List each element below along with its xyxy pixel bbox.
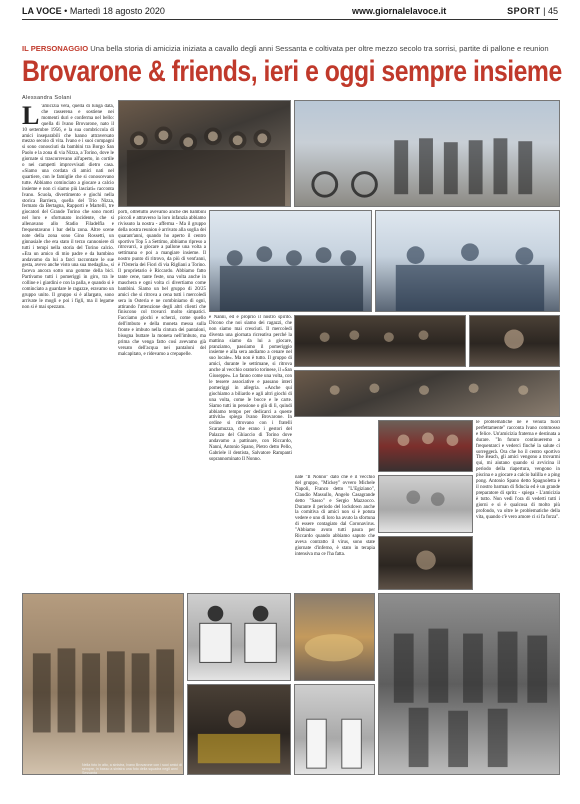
photo-snow-group	[209, 210, 372, 312]
photo-motorbikes	[294, 100, 560, 207]
author-byline: Alessandra Solani	[22, 95, 72, 101]
article-column-1	[22, 104, 114, 589]
publication-name: LA VOCE	[22, 6, 62, 16]
section-page: SPORT | 45	[507, 6, 558, 16]
photo-caption: Nella foto in alto, a sinistra, Ivano Brovarone con i suoi amici di sempre, in basso a sinistra una foto della squadra negli anni Sessanta	[82, 763, 182, 776]
photo-friend-portrait	[469, 315, 560, 367]
page-header	[22, 6, 558, 20]
photo-evening-portrait	[378, 536, 473, 590]
photo-celebration	[294, 370, 560, 417]
article-text-1: 'amicizia vera, quella di lunga data, che rasserena e sostiene nei momenti duri e conferma nel bello: quella di Ivano Brovarone, nato il 10 settembre 1956, e la sua combriccola di amici inseparabili che hanno attraversato mezzo secolo di vita. Ivano e i suoi compagni si sono conosciuti da bambini tra Borgo San Paolo e la zona di via Nizza, a Torino, dove le giornate si trascorrevano all'aperto, in cortile o nei campetti improvvisati dietro casa. «Siamo una cordata di amici nati nel quartiere, con le famiglie che si conoscevano tutte. Abbiamo cominciato a giocare a calcio insieme e non ci siamo più lasciati» racconta Ivano. Scuola, divertimento e giochi nella storica Barriera, quella del Trio Nizza, fermato da Bertagna, Rapporti e Martelli, tre giocatori del Grande Torino che sono morti nel loro e sfortunato incidente, che si allenavano allo Stadio Filadelfia e frequentavano i bar della zona. Altre scene note della zona sono Gino Rossetti, un ginnasiale che era stato il terzo cannoniere di tutti i tempi nella storia del Torino calcio. «Era un amico di mio padre e da bambino andavamo da lui a farci raccontare le sue gesta, avevo anche visto una sua medaglia», si faceva ancora sotto una gomme della bici. Partivamo tutti i pomeriggi in giro, tra le colline e i giardini e con la palla, e quando si è cominciato a guardare le ragazze, eravamo un gruppo unito. Il gruppo si è allargato, sono arrivate le mogli e poi i figli, ma il legame non si è mai spezzato.	[22, 104, 114, 310]
page-number: 45	[547, 6, 558, 16]
photo-vintage-couple	[378, 475, 473, 533]
photo-red-shirts	[378, 420, 473, 472]
photo-beach-kids	[378, 593, 560, 775]
article-text-5: le problematiche ne è venuta fuori perfettamente" racconta Ivano commosso e felice. Un'amicizia fraterna e destinata a durare. "In futuro continueremo a frequentarci e vederci finché la salute ci sorreggerà. Ora che ho il centro sportivo The Beach, gli amici vengono a trovarmi qui, mi aiutano quando si avvicina il periodo della riapertura, vengono in piscina e a giocare a calcio balilla e a ping pong. Antonio Spano detto Spagnoletta è il nostro barman di fiducia ed è un grande preparatore di spritz - spiega - L'amicizia è tutto. Non vedi l'ora di vederti tutti i giorni e si è qualcosa di molto più profondo, va oltre le problematiche della vita, quando c'è vero amore ci si fa forza".	[476, 420, 560, 520]
section-name: SPORT	[507, 6, 541, 16]
issue-date: Martedì 18 agosto 2020	[69, 6, 165, 16]
publication-date: LA VOCE • Martedì 18 agosto 2020	[22, 6, 165, 16]
website-link[interactable]: www.giornalelavoce.it	[352, 6, 447, 16]
article-column-4	[295, 475, 375, 590]
headline: Brovarone & friends, ieri e oggi sempre insieme	[22, 55, 562, 88]
article-column-5	[476, 420, 560, 590]
photo-table-food	[294, 593, 375, 681]
photo-mountain-friends	[375, 210, 560, 312]
photo-vintage-shirts	[187, 593, 291, 681]
article-text-3: e Nanni, ed è proprio il nostro spirito. Dicono che noi siamo dei ragazzi, che non siamo mai cresciuti. Il mercoledì diventa una giornata ricreativa perché la mattina siamo da lui a giocare, pranziamo, passiamo il pomeriggio insieme e alla sera andiamo a cenare nel suo locale». Ma non è tutto. Il gruppo di amici, durante le settimane, si ritrova anche al vecchio oratorio torinese, il «San Giuseppe». Lo fanno come una volta, con le tessere associative e passano interi pomeriggi in allegria. «Anche qui giochiamo a biliardo e agli altri giochi di una volta, come le bocce e le carte. Siamo tutti in pensione o giù di lì, quindi abbiamo tempo per dedicarci a queste attività» spiega Ivano Brovarone. In ordine si ritrovano con i fratelli Scaramuzza, che erano i gestori del Palazzo del Ghiaccio di Torino dove andavamo a pattinare, con Riccardo, Nanni, Antonio Spano, Pietro detto Pello, Gabriele il dentista, Salvatore Rampanti soprannominato Il Nonno.	[209, 315, 292, 462]
photo-car-ride	[187, 684, 291, 775]
photo-group-dinner	[118, 100, 291, 207]
article-text-4: nate "Il Nonno" dato che è il vecchio del gruppo, "Mickey" ovvero Michele Napoli, Franco detto "L'Egiziano", Claudio Massullo, Angelo Casagrande detto "Sasso" e Sergio Mazzocco. Durante il periodo del lockdown anche la comitiva di amici non si è potuta vedere e uno di loro ha avuto la sfortuna di essere contagiato dal Coronavirus. "Abbiamo avuto tutti paura per Riccardo quando abbiamo saputo che aveva contratto il virus, sono state giornate d'inferno, è stato in terapia intensiva ma ce l'ha fatta.	[295, 475, 375, 557]
photo-restaurant-table	[294, 315, 466, 367]
article-text-2: porti, oltretutto avevamo anche dei bambini piccoli e attraverso la loro infanzia abbiamo rivissuto la nostra - afferma - Ma il gruppo della nostra reunion è arrivato alla soglia dei quarant'anni, quando ho aperto il centro sportivo Top 5 a Settimo, abbiamo ripreso a ritrovarci, a giocare a pallone una volta a settimana e poi a mangiare insieme. Il nostro punto di ritrovo, da più di vent'anni, è l'Osteria dei Fiori di via Rigliani a Torino. Il proprietario è Riccardo. Abbiamo fatto tante cene, tante feste, una volta anche in maschera e ogni volta ci divertiamo come bambini. Siamo un bel gruppo di 20/25 amici che si ritrova a cena tutti i mercoledì sera in Osteria e ne combiniamo di ogni, attirando l'attenzione degli altri clienti che finiscono col trovarci molto simpatici. Facciamo giochi e scherzi, come quello dell'imbuto e della moneta messa sulla fronte e imbuto nella cintura dei pantaloni, bisogna buttare la moneta nell'imbuto, ma prima che venga fatto così avevamo già versato dell'acqua nei pantaloni del malcapitato, e ridevamo a crepapelle.	[118, 210, 206, 357]
photo-team-sixties	[22, 593, 184, 775]
kicker-text: Una bella storia di amicizia iniziata a cavallo degli anni Sessanta e coltivata per oltre mezzo secolo tra sorrisi, partite di pallone e reunion	[90, 44, 549, 53]
kicker	[22, 44, 562, 53]
article-column-3	[209, 315, 292, 590]
photo-costume-party	[294, 684, 375, 775]
drop-cap: L	[22, 104, 40, 130]
article-column-2	[118, 210, 206, 590]
kicker-tag: IL PERSONAGGIO	[22, 44, 89, 53]
